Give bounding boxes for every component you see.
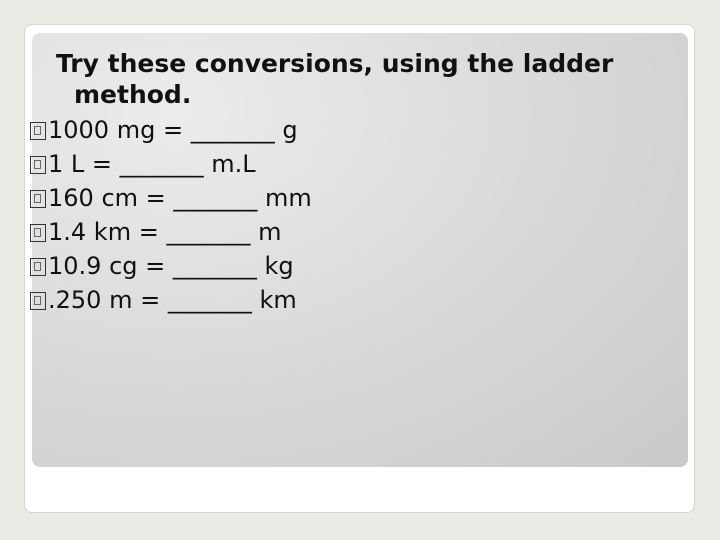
square-bullet-icon <box>30 258 46 276</box>
square-bullet-icon <box>30 156 46 174</box>
square-bullet-icon <box>30 292 46 310</box>
conversion-item <box>30 249 312 283</box>
conversion-list <box>30 113 312 317</box>
slide-title-line-2: method. <box>74 80 192 109</box>
conversion-item <box>30 113 312 147</box>
conversion-item <box>30 181 312 215</box>
conversion-text: 1000 mg = _______ g <box>48 116 298 144</box>
slide-title-line-1: Try these conversions, using the ladder <box>56 49 614 78</box>
conversion-text: 10.9 cg = _______ kg <box>48 252 294 280</box>
conversion-item <box>30 147 312 181</box>
square-bullet-icon <box>30 190 46 208</box>
slide-title <box>56 48 696 110</box>
conversion-item <box>30 283 312 317</box>
conversion-text: .250 m = _______ km <box>48 286 297 314</box>
conversion-item <box>30 215 312 249</box>
conversion-text: 1 L = _______ m.L <box>48 150 256 178</box>
conversion-text: 1.4 km = _______ m <box>48 218 282 246</box>
slide-footer-area <box>32 467 688 507</box>
conversion-text: 160 cm = _______ mm <box>48 184 312 212</box>
square-bullet-icon <box>30 224 46 242</box>
square-bullet-icon <box>30 122 46 140</box>
